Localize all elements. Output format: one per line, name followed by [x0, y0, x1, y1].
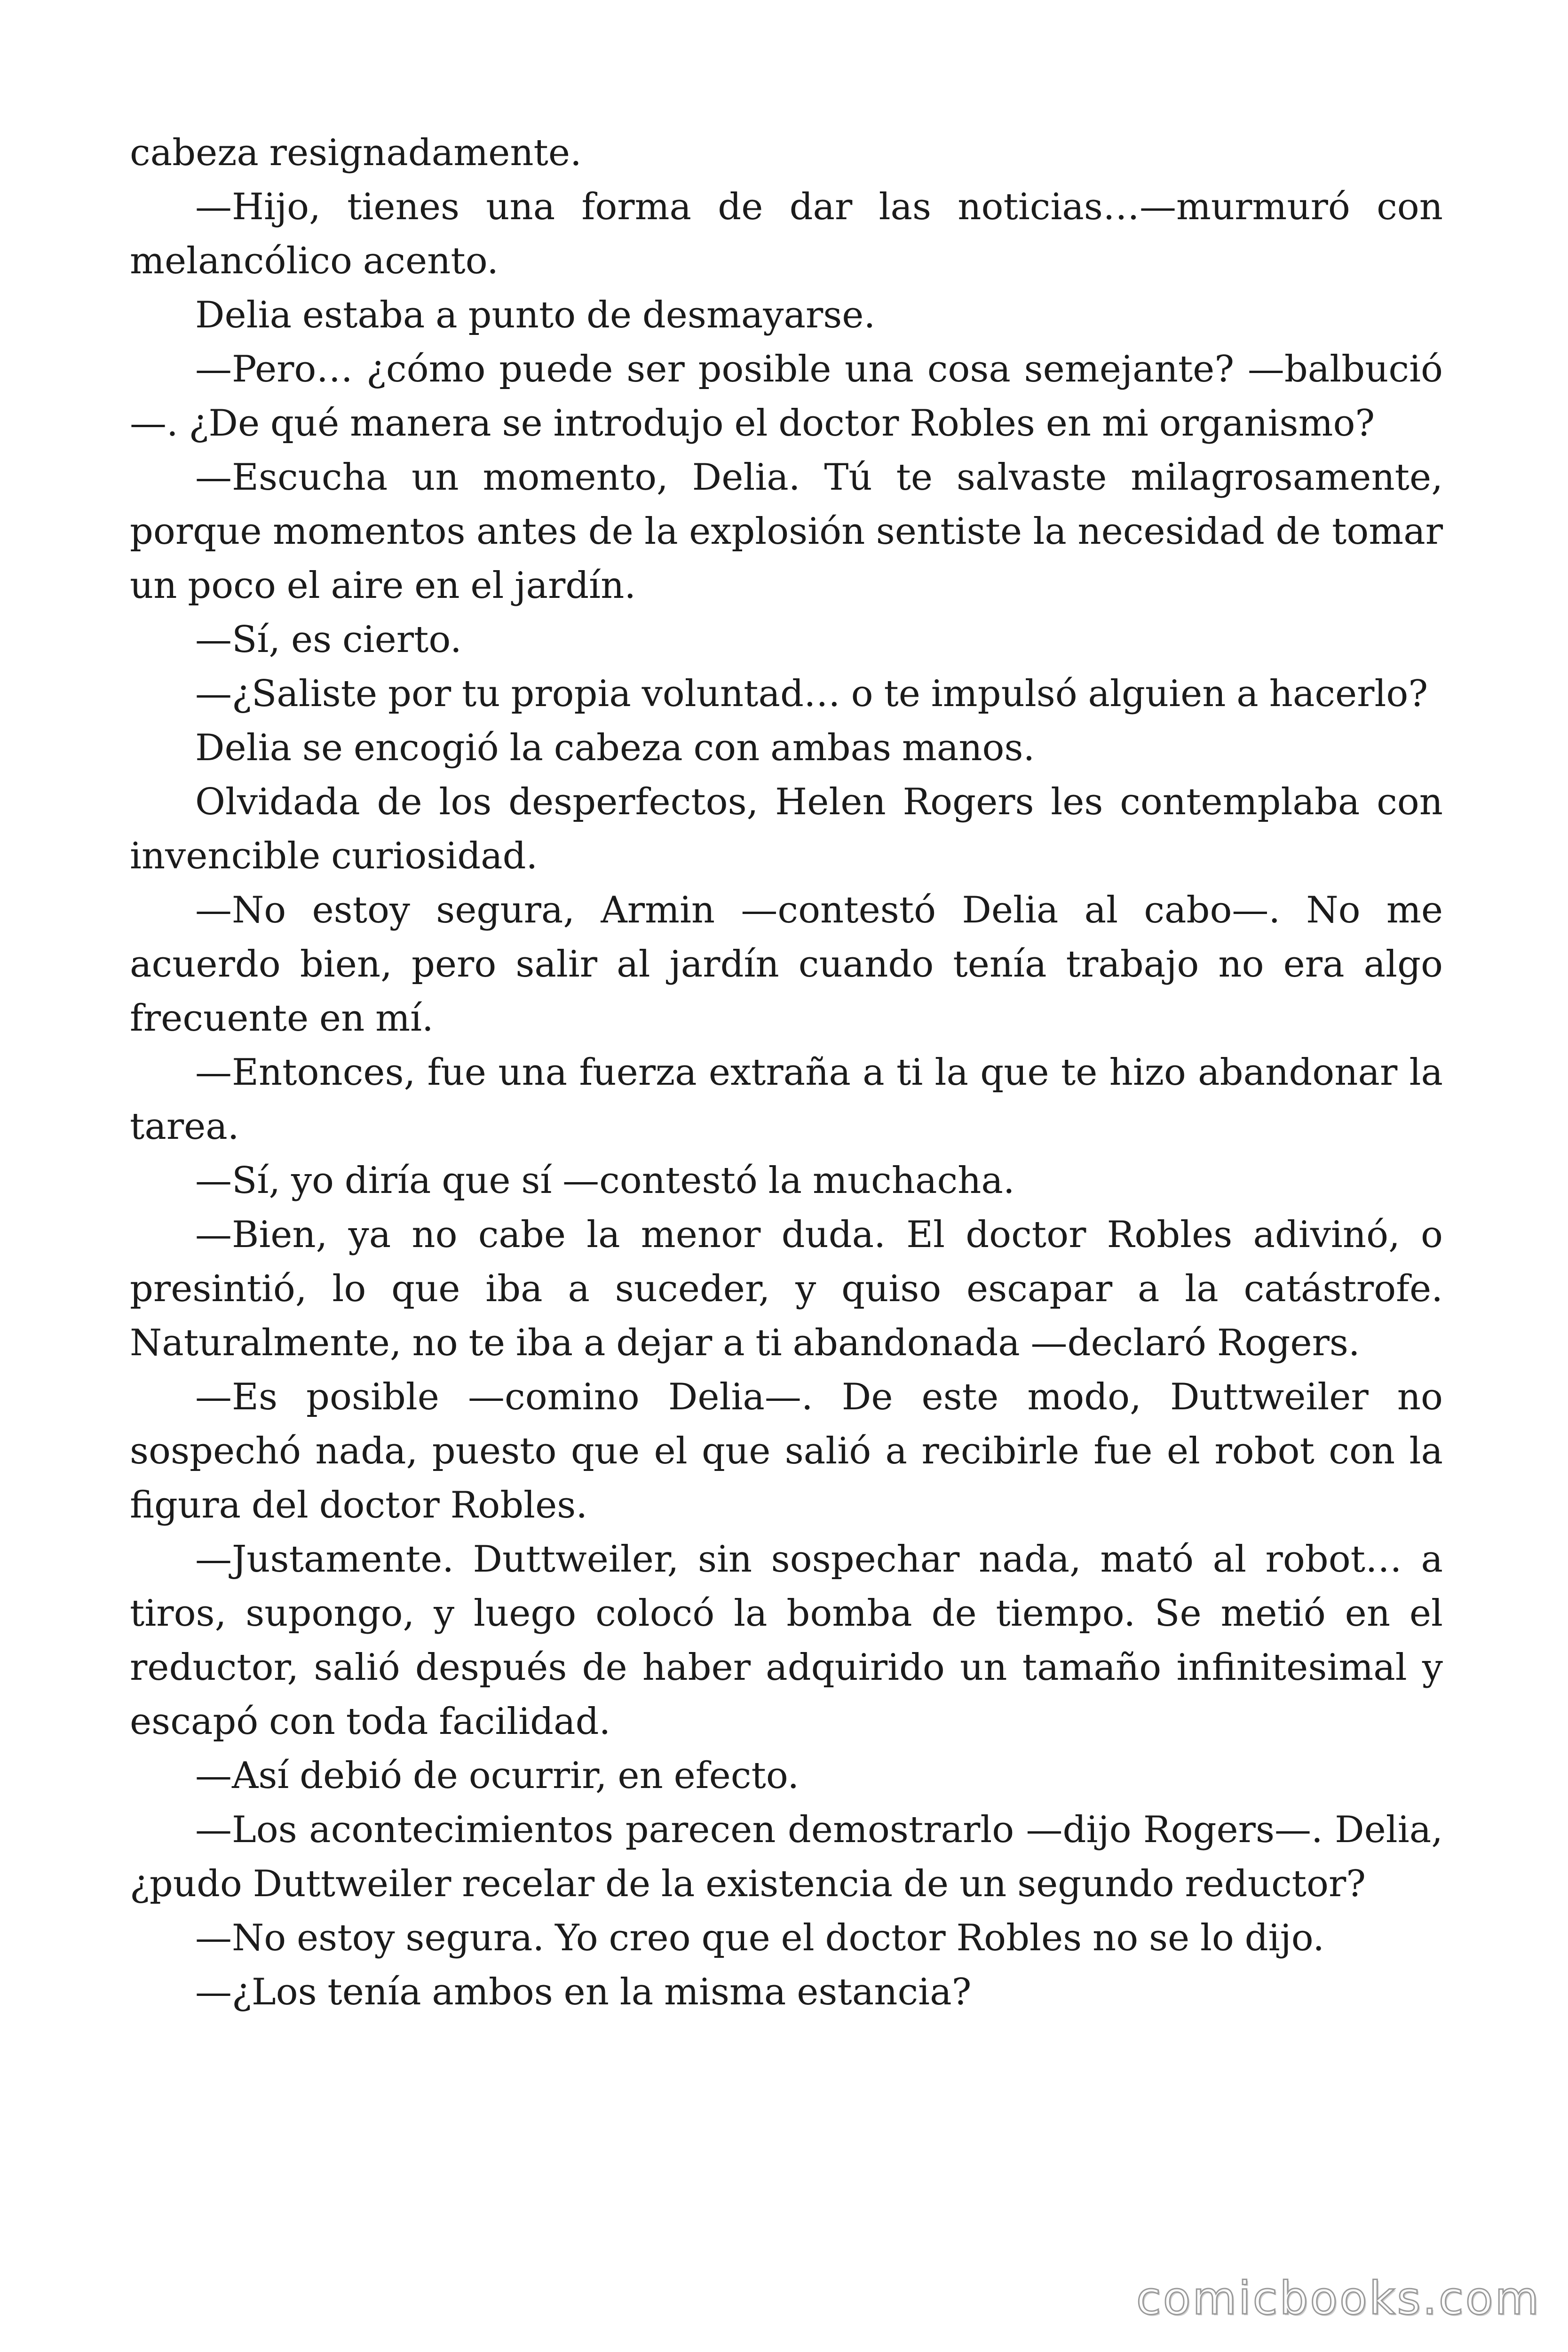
paragraph: cabeza resignadamente. — [130, 132, 582, 174]
paragraph: —No estoy segura. Yo creo que el doctor Robles no se lo dijo. — [195, 1917, 1325, 1959]
paragraph: —Bien, ya no cabe la menor duda. El doctor Robles adivinó, o presintió, lo que iba a suceder, y quiso escapar a la catástrofe. Naturalmente, no te iba a dejar a ti abandonada —declaró Rogers. — [130, 1214, 1443, 1364]
page-text — [130, 126, 1443, 2019]
paragraph: —Los acontecimientos parecen demostrarlo —dijo Rogers—. Delia, ¿pudo Duttweiler recelar de la existencia de un segundo reductor? — [130, 1809, 1443, 1905]
paragraph: Olvidada de los desperfectos, Helen Rogers les contemplaba con invencible curiosidad. — [130, 781, 1443, 877]
paragraph: —Justamente. Duttweiler, sin sospechar nada, mató al robot… a tiros, supongo, y luego colocó la bomba de tiempo. Se metió en el reductor, salió después de haber adquirido un tamaño infinitesimal y escapó con toda facilidad. — [130, 1538, 1443, 1743]
paragraph: Delia se encogió la cabeza con ambas manos. — [195, 727, 1035, 769]
paragraph: —Escucha un momento, Delia. Tú te salvaste milagrosamente, porque momentos antes de la explosión sentiste la necesidad de tomar un poco el aire en el jardín. — [130, 456, 1443, 607]
paragraph: —Sí, es cierto. — [195, 619, 462, 661]
paragraph: —Sí, yo diría que sí —contestó la muchacha. — [195, 1160, 1015, 1202]
paragraph: —Entonces, fue una fuerza extraña a ti la que te hizo abandonar la tarea. — [130, 1051, 1443, 1148]
paragraph: —Hijo, tienes una forma de dar las noticias…—murmuró con melancólico acento. — [130, 186, 1443, 282]
watermark: comicbooks.com — [1136, 2272, 1541, 2325]
paragraph: —Es posible —comino Delia—. De este modo, Duttweiler no sospechó nada, puesto que el que salió a recibirle fue el robot con la figura del doctor Robles. — [130, 1376, 1443, 1526]
paragraph: —¿Saliste por tu propia voluntad… o te impulsó alguien a hacerlo? — [195, 673, 1428, 715]
paragraph: —Pero… ¿cómo puede ser posible una cosa semejante? —balbució—. ¿De qué manera se introdujo el doctor Robles en mi organismo? — [130, 348, 1443, 445]
paragraph: —¿Los tenía ambos en la misma estancia? — [195, 1971, 972, 2013]
paragraph: —Así debió de ocurrir, en efecto. — [195, 1755, 800, 1797]
paragraph: —No estoy segura, Armin —contestó Delia al cabo—. No me acuerdo bien, pero salir al jardín cuando tenía trabajo no era algo frecuente en mí. — [130, 889, 1443, 1040]
paragraph: Delia estaba a punto de desmayarse. — [195, 294, 876, 336]
